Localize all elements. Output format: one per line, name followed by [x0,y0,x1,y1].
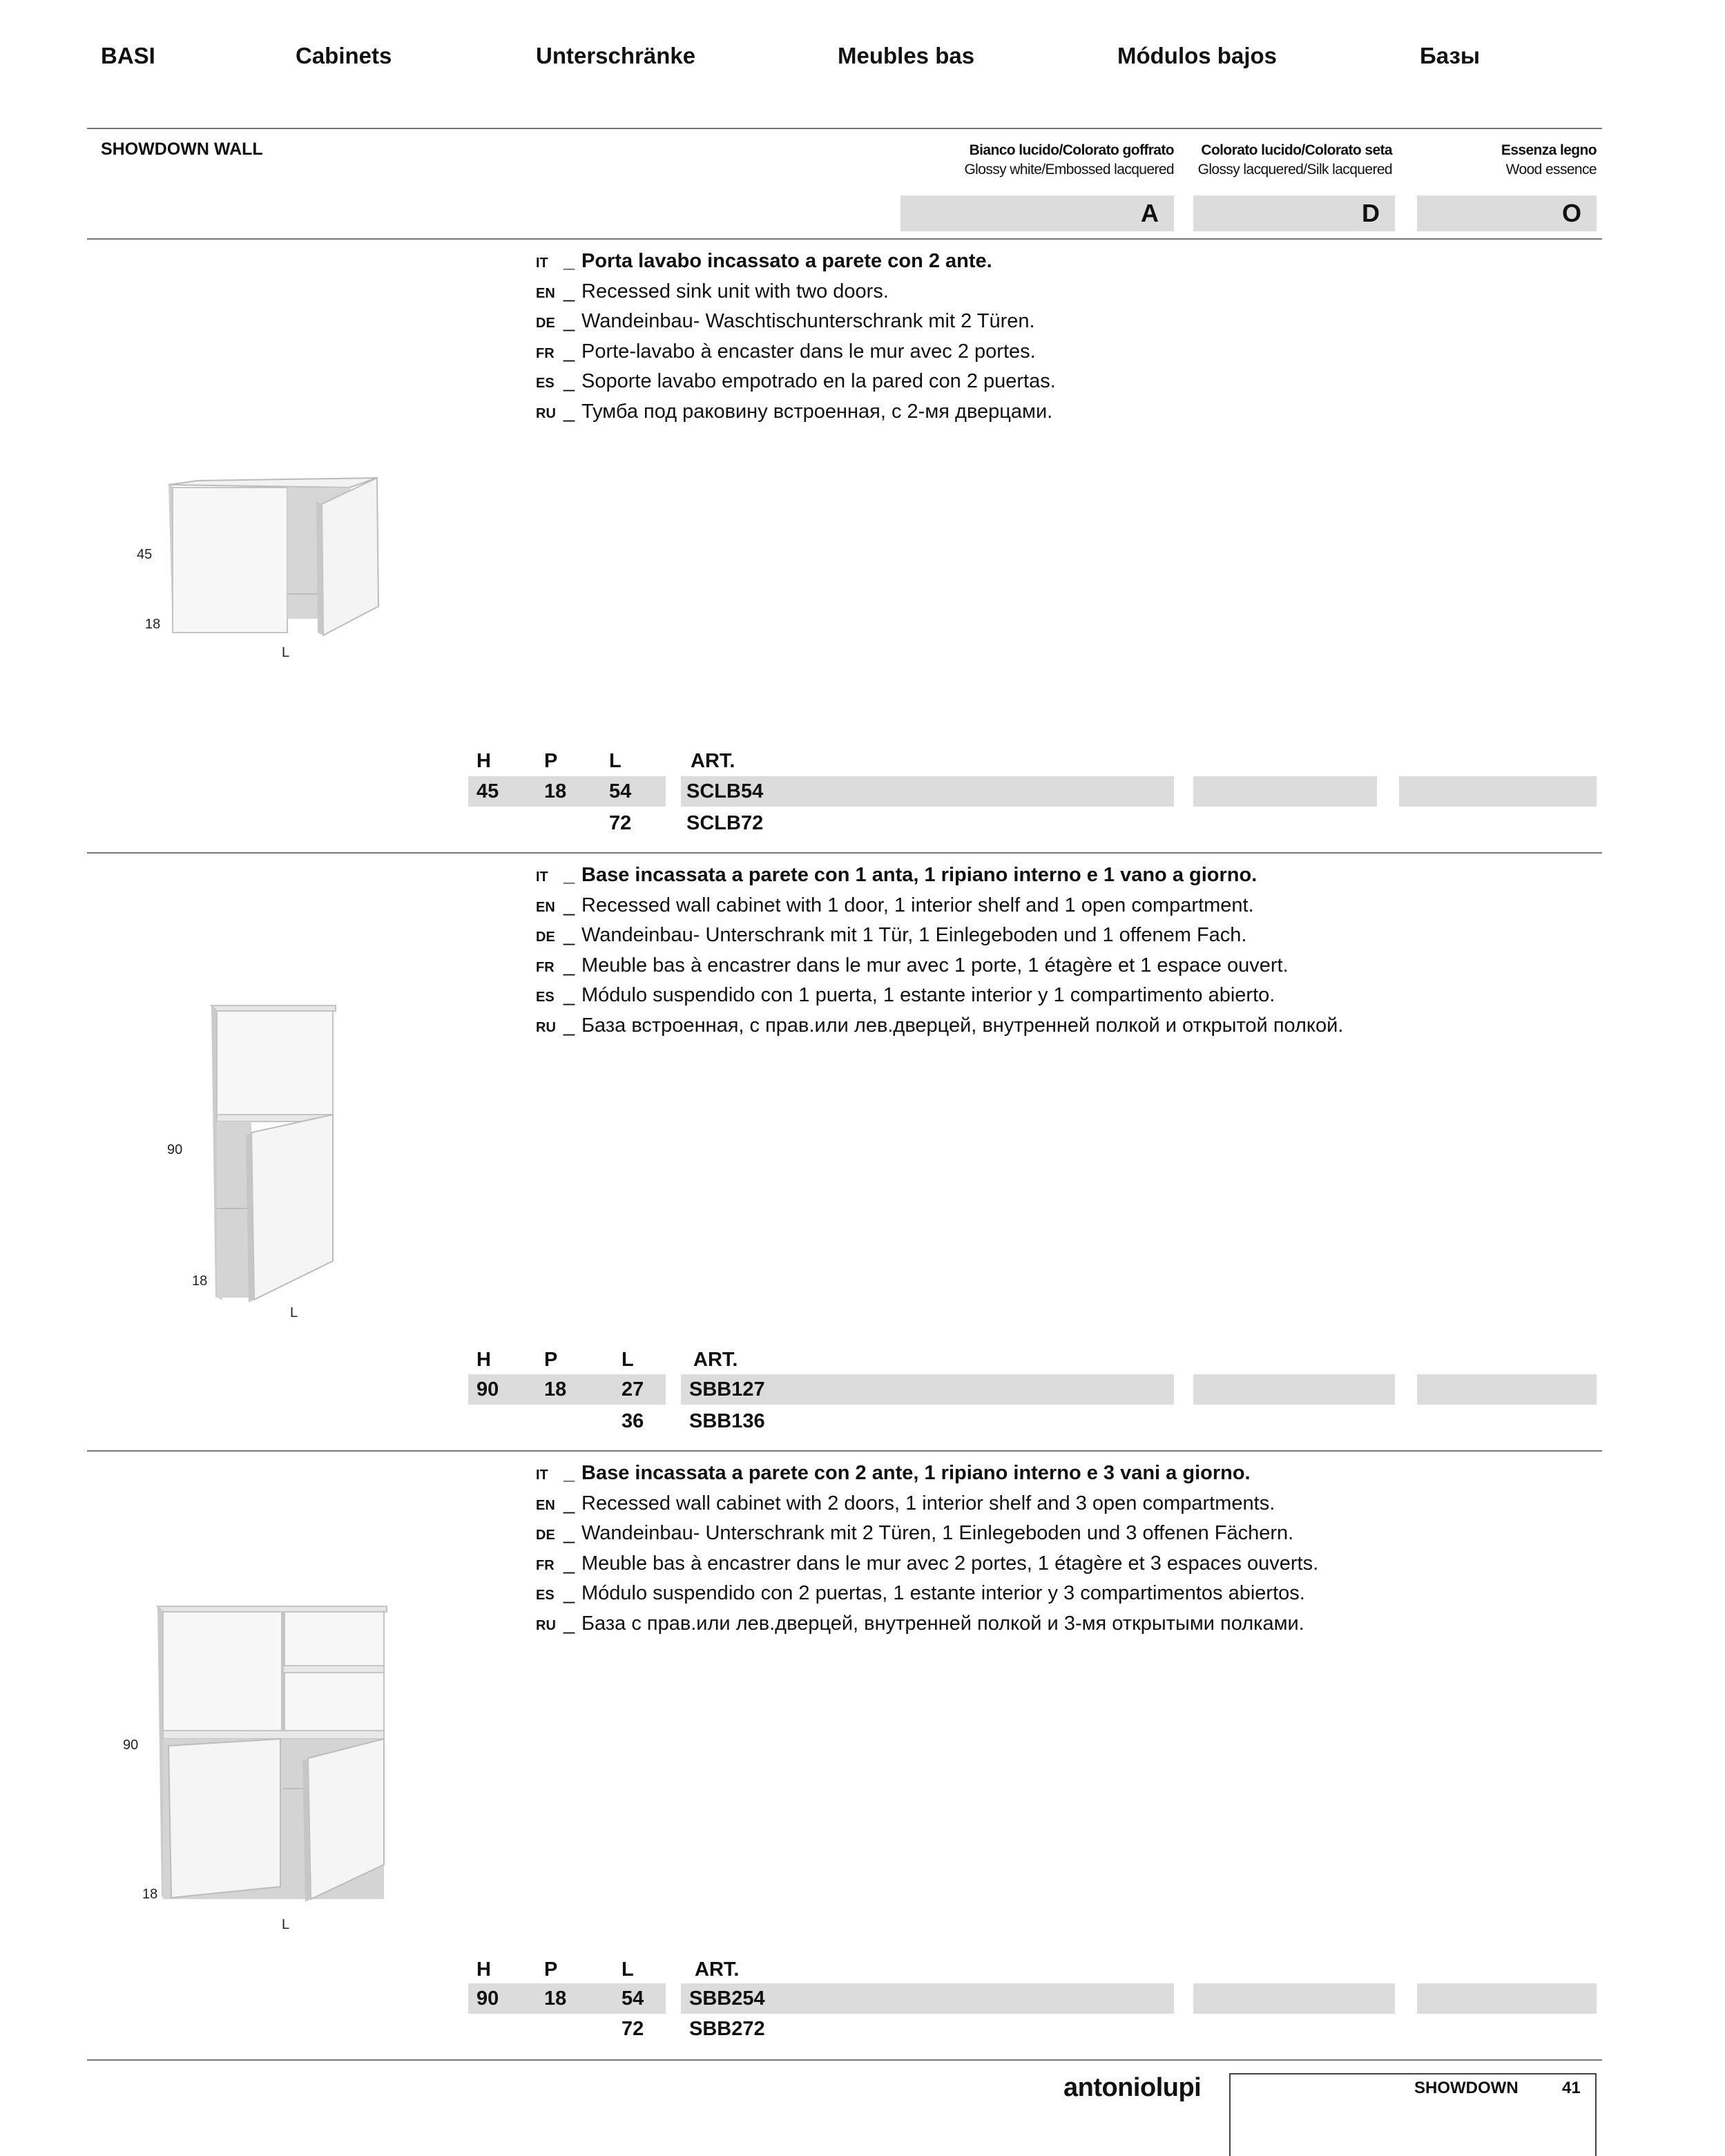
desc-row-ru: RU _ База встроенная, с прав.или лев.дверцей, внутренней полкой и открытой полкой. [536,1012,1343,1042]
desc-text: База с прав.или лев.дверцей, внутренней полкой и 3-мя открытыми полками. [581,1612,1304,1635]
finish-column-d [1198,141,1392,180]
lang-code: FR [536,345,555,361]
lang-code: RU [536,1019,556,1035]
page-number: 41 [1562,2079,1581,2097]
table-header-h: H [476,1349,491,1371]
table-cell-p: 18 [544,1987,567,2010]
desc-row-es: ES _ Módulo suspendido con 1 puerta, 1 estante interior y 1 compartimento abierto. [536,981,1343,1012]
desc-row-de: DE _ Wandeinbau- Waschtischunterschrank mit 2 Türen. [536,307,1056,338]
table-band-o [1399,776,1597,807]
table-header-l: L [609,750,621,772]
table-header-h: H [476,1958,491,1981]
desc-text: Base incassata a parete con 2 ante, 1 ripiano interno e 3 vani a giorno. [581,1462,1251,1484]
desc-row-es: ES _ Soporte lavabo empotrado en la pared con 2 puertas. [536,367,1056,398]
desc-text: Soporte lavabo empotrado en la pared con 2 puertas. [581,370,1056,392]
desc-text: Recessed wall cabinet with 2 doors, 1 interior shelf and 3 open compartments. [581,1492,1275,1514]
table-band-d [1193,1374,1395,1405]
category-it: BASI [101,43,155,68]
desc-row-ru: RU _ База с прав.или лев.дверцей, внутренней полкой и 3-мя открытыми полками. [536,1610,1318,1640]
table-cell-l: 72 [621,2018,644,2040]
brand-logo: antoniolupi [1063,2073,1202,2102]
table-header-p: P [544,750,558,772]
lang-code: DE [536,930,555,945]
desc-text: Módulo suspendido con 2 puertas, 1 estante interior y 3 compartimentos abiertos. [581,1582,1305,1604]
table-band-o [1417,1983,1597,2014]
desc-text: Тумба под раковину встроенная, с 2-мя дверцами. [581,400,1053,423]
desc-text: Base incassata a parete con 1 anta, 1 ripiano interno e 1 vano a giorno. [581,864,1257,886]
desc-row-de: DE _ Wandeinbau- Unterschrank mit 1 Tür, 1 Einlegeboden und 1 offenem Fach. [536,921,1343,952]
desc-row-de: DE _ Wandeinbau- Unterschrank mit 2 Türen, 1 Einlegeboden und 3 offenen Fächern. [536,1519,1318,1550]
table-cell-h: 90 [476,1987,499,2010]
category-es: Módulos bajos [1117,43,1277,68]
category-fr: Meubles bas [838,43,975,68]
lang-code: IT [536,1467,548,1483]
finish-subtitle: Glossy white/Embossed lacquered [964,162,1174,177]
desc-text: Meuble bas à encastrer dans le mur avec 1 porte, 1 étagère et 1 espace ouvert. [581,954,1289,976]
finish-name: Bianco lucido/Colorato goffrato [969,142,1174,158]
desc-row-es: ES _ Módulo suspendido con 2 puertas, 1 estante interior y 3 compartimentos abiertos. [536,1579,1318,1610]
desc-text: База встроенная, с прав.или лев.дверцей, внутренней полкой и открытой полкой. [581,1014,1344,1037]
table-cell-art: SBB136 [689,1410,765,1432]
finish-subtitle: Wood essence [1505,162,1597,177]
table-cell-art: SBB127 [689,1378,765,1401]
sink-unit-two-doors-illustration [163,470,384,642]
lang-code: EN [536,285,555,301]
table-header-art: ART. [691,750,735,772]
footer-box [1229,2073,1597,2156]
header-divider [87,128,1602,129]
desc-row-en: EN _ Recessed wall cabinet with 1 door, 1 interior shelf and 1 open compartment. [536,892,1343,922]
table-band-d [1193,776,1377,807]
finish-column-a [964,141,1174,180]
height-dimension: 90 [123,1738,139,1753]
product-1-description [536,247,1056,427]
desc-row-it: IT _ Base incassata a parete con 1 anta, 1 ripiano interno e 1 vano a giorno. [536,861,1343,892]
table-header-p: P [544,1349,558,1371]
length-dimension: L [282,645,290,660]
product-divider [87,1450,1602,1452]
product-divider [87,852,1602,854]
desc-row-en: EN _ Recessed sink unit with two doors. [536,278,1056,308]
cabinet-two-doors-three-compartments-illustration [152,1602,394,1906]
depth-dimension: 18 [145,617,161,632]
desc-text: Porta lavabo incassato a parete con 2 ante. [581,250,992,272]
table-cell-art: SCLB54 [686,780,764,802]
table-band-d [1193,1983,1395,2014]
finish-code-o: O [1417,195,1597,231]
footer-divider [87,2059,1602,2061]
desc-text: Wandeinbau- Waschtischunterschrank mit 2 Türen. [581,310,1035,332]
table-cell-art: SBB272 [689,2018,765,2040]
table-header-art: ART. [693,1349,738,1371]
lang-code: FR [536,959,555,975]
lang-code: DE [536,316,555,331]
table-cell-p: 18 [544,1378,567,1401]
length-dimension: L [282,1917,290,1932]
category-de: Unterschränke [536,43,696,68]
desc-text: Wandeinbau- Unterschrank mit 2 Türen, 1 Einlegeboden und 3 offenen Fächern. [581,1522,1294,1544]
desc-text: Meuble bas à encastrer dans le mur avec 2 portes, 1 étagère et 3 espaces ouverts. [581,1552,1319,1575]
desc-text: Porte-lavabo à encaster dans le mur avec 2 portes. [581,340,1036,363]
table-cell-art: SCLB72 [686,812,764,834]
desc-row-it: IT _ Base incassata a parete con 2 ante, 1 ripiano interno e 3 vani a giorno. [536,1459,1318,1490]
table-cell-h: 90 [476,1378,499,1401]
table-cell-p: 18 [544,780,567,802]
table-header-p: P [544,1958,558,1981]
lang-code: DE [536,1528,555,1543]
lang-code: ES [536,1588,555,1603]
table-cell-l: 27 [621,1378,644,1401]
lang-code: EN [536,1497,555,1513]
height-dimension: 45 [137,547,153,562]
height-dimension: 90 [167,1142,183,1157]
depth-dimension: 18 [192,1273,208,1289]
table-band-o [1417,1374,1597,1405]
section-divider [87,238,1602,240]
product-2-description [536,861,1343,1041]
product-3-description [536,1459,1318,1639]
finish-column-o [1501,141,1597,180]
table-cell-l: 54 [621,1987,644,2010]
desc-text: Recessed sink unit with two doors. [581,280,889,302]
table-cell-l: 54 [609,780,632,802]
depth-dimension: 18 [142,1887,158,1902]
desc-row-fr: FR _ Meuble bas à encastrer dans le mur avec 1 porte, 1 étagère et 1 espace ouvert. [536,952,1343,982]
table-cell-art: SBB254 [689,1987,765,2010]
desc-text: Wandeinbau- Unterschrank mit 1 Tür, 1 Einlegeboden und 1 offenem Fach. [581,924,1247,946]
table-cell-l: 36 [621,1410,644,1432]
section-title: SHOWDOWN WALL [101,139,263,159]
table-header-h: H [476,750,491,772]
lang-code: IT [536,869,548,885]
finish-code-a: A [900,195,1174,231]
finish-code-d: D [1193,195,1395,231]
lang-code: ES [536,376,555,391]
desc-row-ru: RU _ Тумба под раковину встроенная, с 2-мя дверцами. [536,398,1056,428]
table-cell-h: 45 [476,780,499,802]
lang-code: EN [536,899,555,915]
desc-text: Recessed wall cabinet with 1 door, 1 interior shelf and 1 open compartment. [581,894,1254,916]
desc-text: Módulo suspendido con 1 puerta, 1 estante interior y 1 compartimento abierto. [581,984,1275,1006]
finish-name: Colorato lucido/Colorato seta [1201,142,1392,158]
desc-row-en: EN _ Recessed wall cabinet with 2 doors, 1 interior shelf and 3 open compartments. [536,1490,1318,1520]
category-ru: Базы [1420,43,1481,68]
table-header-l: L [621,1958,634,1981]
length-dimension: L [290,1305,298,1320]
desc-row-fr: FR _ Porte-lavabo à encaster dans le mur avec 2 portes. [536,338,1056,368]
footer-collection-name: SHOWDOWN [1414,2079,1519,2097]
lang-code: RU [536,1617,556,1633]
table-header-l: L [621,1349,634,1371]
desc-row-it: IT _ Porta lavabo incassato a parete con 2 ante. [536,247,1056,278]
table-cell-l: 72 [609,812,632,834]
cabinet-one-door-illustration [204,1001,343,1305]
desc-row-fr: FR _ Meuble bas à encastrer dans le mur avec 2 portes, 1 étagère et 3 espaces ouverts. [536,1550,1318,1580]
lang-code: ES [536,990,555,1005]
table-header-art: ART. [695,1958,740,1981]
lang-code: RU [536,405,556,421]
finish-subtitle: Glossy lacquered/Silk lacquered [1197,162,1392,177]
lang-code: FR [536,1557,555,1573]
category-en: Cabinets [296,43,392,68]
lang-code: IT [536,256,548,271]
finish-name: Essenza legno [1501,142,1597,158]
